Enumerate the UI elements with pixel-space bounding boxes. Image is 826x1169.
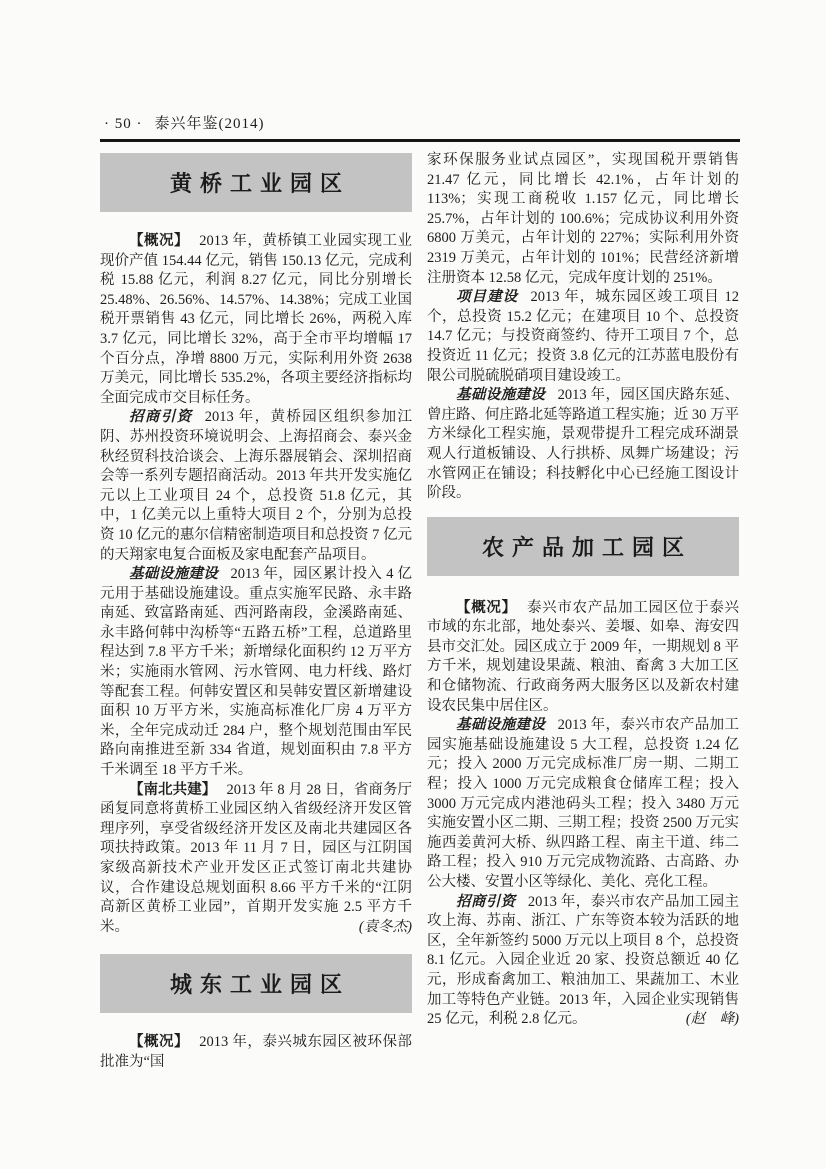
paragraph-text: 2013 年，黄桥园区组织参加江阴、苏州投资环境说明会、上海招商会、泰兴金秋经贸科技洽谈会、上海乐器展销会、深圳招商会等一系列专题招商活动。2013 年共开发实施亿元以上工业项目 24 个，总投资 51.8 亿元，其中，1 亿美元以上重特大项目 2 个，分别为总投资 10 亿元的惠尔信精密制造项目和总投资 7 亿元的天翔家电复合面板及家电配套产品项目。 <box>100 409 413 563</box>
paragraph-text: 2013 年 8 月 28 日，省商务厅函复同意将黄桥工业园区纳入省级经济开发区管理序列，享受省级经济开发区及南北共建园区各项扶持政策。2013 年 11 月 7 日，园区与江阴国家级高新技术产业开发区正式签订南北共建协议，合作建设总规划面积 8.66 平方千米的“江阴高新区黄桥工业园”，首期开发实施 2.5 平方千米。 <box>100 781 412 935</box>
author-byline: (袁冬杰) <box>358 918 412 935</box>
right-column <box>427 151 739 1073</box>
page-number: · 50 · <box>104 116 143 132</box>
paragraph-label-cooperation: 【南北共建】 <box>129 781 217 798</box>
section-title-chengdong-industrial-park <box>100 954 412 1013</box>
paragraph-chengdong-infrastructure <box>427 386 739 504</box>
section-title-text: 农产品加工园区 <box>481 534 692 560</box>
paragraph-text: 2013 年，园区累计投入 4 亿元用于基础设施建设。重点实施军民路、永丰路南延、致富路南延、西河路南段，金溪路南延、永丰路何韩中沟桥等“五路五桥”工程，总道路里程达到 7.8 平方千米；新增绿化面积约 12 万平方米；实施雨水管网、污水管网、电力杆线、路灯等配套工程。何韩安置区和吴韩安置区新增建设面积 10 万平方米，实施高标准化厂房 4 万平方米，全年完成动迁 284 户，整个规划范围由军民路向南推进至新 334 省道，规划面积由 7.8 平方千米调至 18 平方千米。 <box>100 566 413 779</box>
paragraph-text: 2013 年，泰兴市农产品加工园实施基础设施建设 5 大工程，总投资 1.24 亿元；投入 2000 万元完成标准厂房一期、二期工程；投入 1000 万元完成粮食仓储库工程；投入 3000 万元完成内港池码头工程；投入 3480 万元实施安置小区二期、三期工程；投资 2500 万元实施西姜黄河大桥、纵四路工程、南主干道、纬二路工程；投入 910 万元完成物流路、古高路、办公大楼、安置小区等绿化、美化、亮化工程。 <box>427 717 740 890</box>
paragraph-chengdong-overview-continuation <box>427 151 739 288</box>
section-title-agricultural-products-park <box>427 517 739 576</box>
paragraph-chengdong-projects <box>427 288 739 386</box>
paragraph-agri-infrastructure <box>427 716 739 892</box>
paragraph-label-infrastructure: 基础设施建设 <box>456 717 546 734</box>
paragraph-label-infrastructure: 基础设施建设 <box>456 387 546 404</box>
section-title-text: 黄桥工业园区 <box>169 171 350 196</box>
paragraph-text: 2013 年，泰兴市农产品加工园主攻上海、苏南、浙江、广东等资本较为活跃的地区，全年新签约 5000 万元以上项目 8 个，总投资 8.1 亿元。入园企业近 20 家、投资总额近 40 亿元，形成畜禽加工、粮油加工、果蔬加工、木业加工等特色产业链。2013 年，入园企业实现销售 25 亿元，利税 2.8 亿元。 <box>427 893 739 1028</box>
paragraph-label-overview: 【概况】 <box>456 599 517 616</box>
paragraph-text: 2013 年，黄桥镇工业园实现工业现价产值 154.44 亿元，销售 150.13 亿元，完成利税 15.88 亿元，利润 8.27 亿元，同比分别增长 25.48%、26.56%、14.57%、14.38%；完成工业国税开票销售 43 亿元，同比增长 26%，两税入库 3.7 亿元，同比增长 32%，高于全市平均增幅 17 个百分点，净增 8800 万元，实际利用外资 2638 万美元，同比增长 535.2%，各项主要经济指标均全面完成市交目标任务。 <box>100 233 413 406</box>
page-header <box>100 112 740 133</box>
paragraph-huangqiao-infrastructure <box>100 565 412 781</box>
paragraph-text: 泰兴市农产品加工园区位于泰兴市域的东北部，地处泰兴、姜堰、如皋、海安四县市交汇处。园区成立于 2009 年，一期规划 8 平方千米，规划建设果蔬、粮油、畜禽 3 大加工区和仓储物流、行政商务两大服务区以及新农村建设农民集中居住区。 <box>427 599 740 714</box>
paragraph-text: 2013 年，园区国庆路东延、曾庄路、何庄路北延等路道工程实施；近 30 万平方米绿化工程实施，景观带提升工程完成环湖景观人行道板铺设、人行拱桥、凤舞广场建设；污水管网正在铺设；科技孵化中心已经施工图设计阶段。 <box>427 387 740 502</box>
two-column-layout <box>100 151 740 1073</box>
paragraph-text: 2013 年，泰兴城东园区被环保部批准为“国 <box>100 1034 413 1070</box>
paragraph-label-investment: 招商引资 <box>456 893 516 910</box>
paragraph-label-overview: 【概况】 <box>129 233 190 249</box>
paragraph-huangqiao-overview <box>100 232 412 408</box>
header-rule <box>100 139 740 142</box>
paragraph-text: 2013 年，城东园区竣工项目 12 个，总投资 15.2 亿元；在建项目 10 个、总投资 14.7 亿元；与投资商签约、待开工项目 7 个，总投资近 11 亿元；投资 3.8 亿元的江苏蓝电股份有限公司脱硫脱硝项目建设竣工。 <box>427 289 739 384</box>
paragraph-text: 家环保服务业试点园区”，实现国税开票销售 21.47 亿元，同比增长 42.1%，占年计划的 113%；实现工商税收 1.157 亿元，同比增长 25.7%，占年计划的 100.6%；完成协议利用外资 6800 万美元，占年计划的 227%；实际利用外资 2319 万美元，占年计划的 101%；民营经济新增注册资本 12.58 亿元，完成年度计划的 251%。 <box>427 152 739 286</box>
paragraph-label-infrastructure: 基础设施建设 <box>129 566 219 583</box>
paragraph-label-investment: 招商引资 <box>129 409 193 426</box>
paragraph-huangqiao-cooperation <box>100 781 412 938</box>
paragraph-label-overview: 【概况】 <box>129 1034 190 1051</box>
paragraph-huangqiao-investment <box>100 408 412 565</box>
left-column <box>100 151 412 1073</box>
author-byline: (赵 峰) <box>685 1011 739 1028</box>
section-title-text: 城东工业园区 <box>169 972 350 998</box>
paragraph-agri-overview <box>427 599 739 717</box>
paragraph-label-projects: 项目建设 <box>456 289 519 306</box>
section-title-huangqiao-industrial-park <box>100 153 412 212</box>
paragraph-chengdong-overview <box>100 1033 412 1072</box>
book-title: 泰兴年鉴(2014) <box>154 116 265 132</box>
paragraph-agri-investment <box>427 893 739 1030</box>
